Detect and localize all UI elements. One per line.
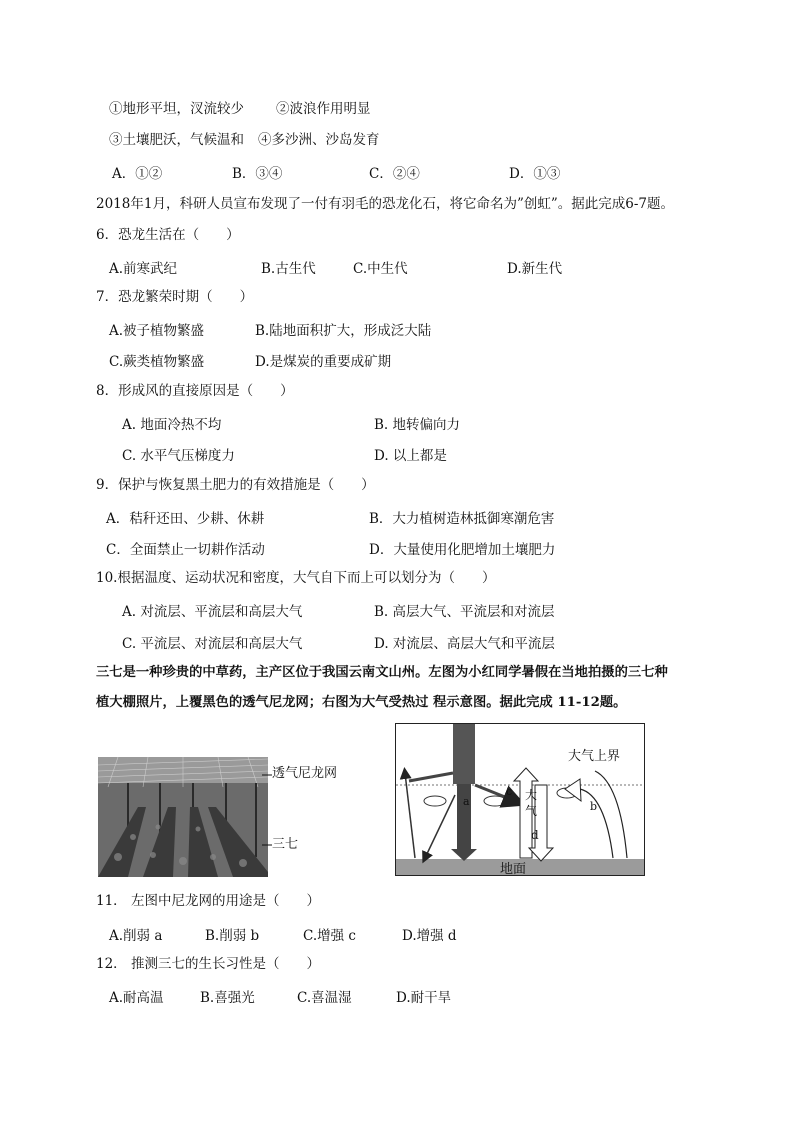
q7-choice-c: C.蕨类植物繁盛 — [109, 354, 205, 370]
q11-choice-d: D.增强 d — [402, 928, 457, 944]
q12-choice-a: A.耐高温 — [109, 990, 164, 1006]
q9-choice-a: A．秸秆还田、少耕、休耕 — [106, 511, 265, 527]
label-arrow-c: c — [506, 785, 513, 798]
q9-stem: 9．保护与恢复黑土肥力的有效措施是（ ） — [96, 477, 375, 493]
q9-choice-c: C．全面禁止一切耕作活动 — [106, 542, 265, 558]
q11-choice-c: C.增强 c — [303, 928, 356, 944]
q5-choice-a: A．①② — [112, 166, 163, 182]
greenhouse-photo — [98, 757, 268, 877]
intro-11-12-line-2: 植大棚照片，上覆黑色的透气尼龙网；右图为大气受热过 程示意图。据此完成 11-12题。 — [96, 695, 627, 710]
q6-choice-a: A.前寒武纪 — [109, 261, 178, 277]
label-arrow-d: d — [531, 828, 539, 842]
q11-choice-a: A.削弱 a — [109, 928, 163, 944]
q5-choice-b: B．③④ — [232, 166, 283, 182]
q12-choice-c: C.喜温湿 — [297, 990, 352, 1006]
q10-choice-a: A. 对流层、平流层和高层大气 — [122, 604, 303, 620]
q10-choice-c: C. 平流层、对流层和高层大气 — [122, 636, 303, 652]
q5-option-1: ①地形平坦，汊流较少 — [109, 101, 244, 117]
label-nylon-net: 透气尼龙网 — [272, 766, 338, 781]
q10-choice-b: B. 高层大气、平流层和对流层 — [374, 604, 555, 620]
q6-choice-c: C.中生代 — [353, 261, 408, 277]
q6-choice-b: B.古生代 — [261, 261, 316, 277]
q7-choice-d: D.是煤炭的重要成矿期 — [255, 354, 392, 370]
q8-choice-d: D. 以上都是 — [374, 448, 447, 464]
atmosphere-heating-diagram — [395, 723, 645, 876]
q8-choice-a: A. 地面冷热不均 — [122, 417, 222, 433]
label-atmosphere-2: 气 — [525, 804, 538, 818]
q5-option-4: ④多沙洲、沙岛发育 — [258, 132, 380, 148]
q12-stem: 12． 推测三七的生长习性是（ ） — [96, 956, 320, 972]
q9-choice-d: D．大量使用化肥增加土壤肥力 — [369, 542, 556, 558]
label-atmosphere-1: 大 — [525, 788, 538, 802]
q7-choice-b: B.陆地面积扩大，形成泛大陆 — [255, 323, 432, 339]
label-ground: 地面 — [500, 862, 527, 877]
q12-choice-b: B.喜强光 — [200, 990, 255, 1006]
q9-choice-b: B．大力植树造林抵御寒潮危害 — [369, 511, 555, 527]
intro-6-7: 2018年1月，科研人员宣布发现了一付有羽毛的恐龙化石，将它命名为”创虹”。据此完成6-7题。 — [96, 196, 674, 212]
intro-11-12-line-1: 三七是一种珍贵的中草药，主产区位于我国云南文山州。左图为小红同学暑假在当地拍摄的三七种 — [96, 665, 668, 680]
label-arrow-b: b — [590, 800, 598, 813]
q8-choice-b: B. 地转偏向力 — [374, 417, 461, 433]
q11-choice-b: B.削弱 b — [205, 928, 260, 944]
q7-choice-a: A.被子植物繁盛 — [109, 323, 205, 339]
q11-stem: 11． 左图中尼龙网的用途是（ ） — [96, 893, 320, 909]
q5-choice-c: C．②④ — [369, 166, 420, 182]
q5-option-3: ③土壤肥沃，气候温和 — [109, 132, 244, 148]
q10-choice-d: D. 对流层、高层大气和平流层 — [374, 636, 555, 652]
q6-stem: 6．恐龙生活在（ ） — [96, 227, 240, 243]
q12-choice-d: D.耐干旱 — [396, 990, 452, 1006]
q6-choice-d: D.新生代 — [507, 261, 563, 277]
q7-stem: 7．恐龙繁荣时期（ ） — [96, 289, 254, 305]
q5-choice-d: D．①③ — [509, 166, 561, 182]
q8-stem: 8．形成风的直接原因是（ ） — [96, 383, 294, 399]
label-sanqi: 三七 — [272, 837, 299, 852]
label-atmosphere-top: 大气上界 — [568, 749, 621, 764]
q5-option-2: ②波浪作用明显 — [276, 101, 371, 117]
label-arrow-a: a — [463, 795, 470, 808]
q8-choice-c: C. 水平气压梯度力 — [122, 448, 235, 464]
q10-stem: 10.根据温度、运动状况和密度，大气自下而上可以划分为（ ） — [96, 570, 496, 586]
